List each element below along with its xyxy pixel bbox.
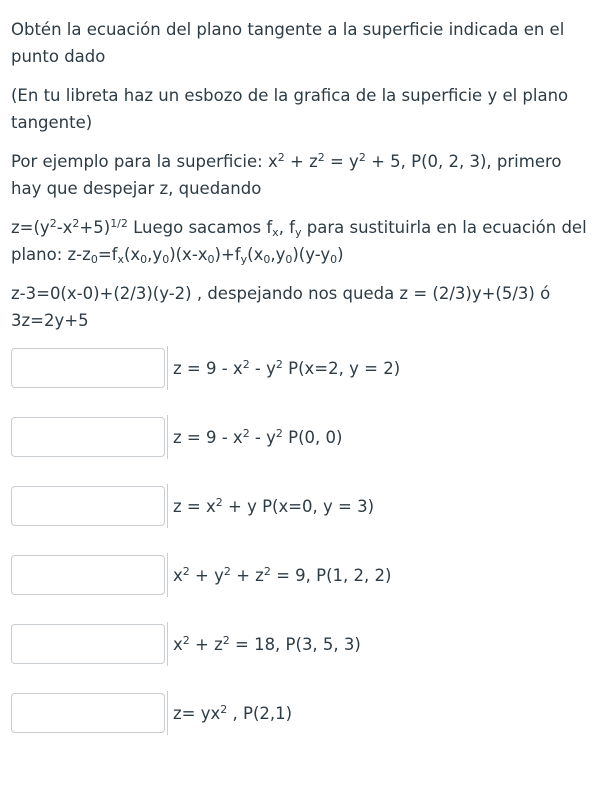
- example-result: z-3=0(x-0)+(2/3)(y-2) , despejando nos queda z = (2/3)y+(5/3) ó 3z=2y+5: [11, 284, 551, 330]
- divider: [167, 415, 168, 459]
- question-row-6: [11, 691, 596, 735]
- question-label-2: $z = 9 - x^2 - y^2$ P(0, 0): [173, 426, 343, 447]
- divider: [167, 691, 168, 735]
- question-row-4: [11, 553, 596, 597]
- answer-input-2[interactable]: [11, 417, 165, 457]
- question-row-2: [11, 415, 596, 459]
- question-row-5: [11, 622, 596, 666]
- divider: [167, 622, 168, 666]
- answer-input-4[interactable]: [11, 555, 165, 595]
- question-label-3: $z = x^2 + y$ P(x=0, y = 3): [173, 495, 375, 516]
- question-label-5: $x^2 + z^2 = 18$, P(3, 5, 3): [173, 633, 361, 654]
- example-paragraph-1: Por ejemplo para la superficie: $x^2 + z^2 = y^2 + 5$, P(0, 2, 3), primero hay que despejar z, quedando: [11, 151, 562, 198]
- answer-input-3[interactable]: [11, 486, 165, 526]
- divider: [167, 553, 168, 597]
- answer-input-1[interactable]: [11, 348, 165, 388]
- question-label-4: $x^2 + y^2 + z^2 = 9$, P(1, 2, 2): [173, 564, 392, 585]
- instruction-note: (En tu libreta haz un esbozo de la grafica de la superficie y el plano tangente): [11, 86, 569, 132]
- example-paragraph-2: $z=(y^2-x^2+5)^{1/2}$ Luego sacamos $f_x$, $f_y$ para sustituirla en la ecuación del plano: $z-z_0=f_x(x_0,y_0)(x-x_0)+f_y(x_0,y_0)(y-y_0)$: [11, 217, 587, 266]
- question-label-6: $z= yx^2$ , P(2,1): [173, 702, 293, 723]
- answer-input-5[interactable]: [11, 624, 165, 664]
- instruction-text: Obtén la ecuación del plano tangente a la superficie indicada en el punto dado: [11, 20, 565, 66]
- question-label-1: $z = 9 - x^2 - y^2$ P(x=2, y = 2): [173, 357, 401, 378]
- divider: [167, 346, 168, 390]
- question-row-3: [11, 484, 596, 528]
- question-row-1: [11, 346, 596, 390]
- divider: [167, 484, 168, 528]
- answer-input-6[interactable]: [11, 693, 165, 733]
